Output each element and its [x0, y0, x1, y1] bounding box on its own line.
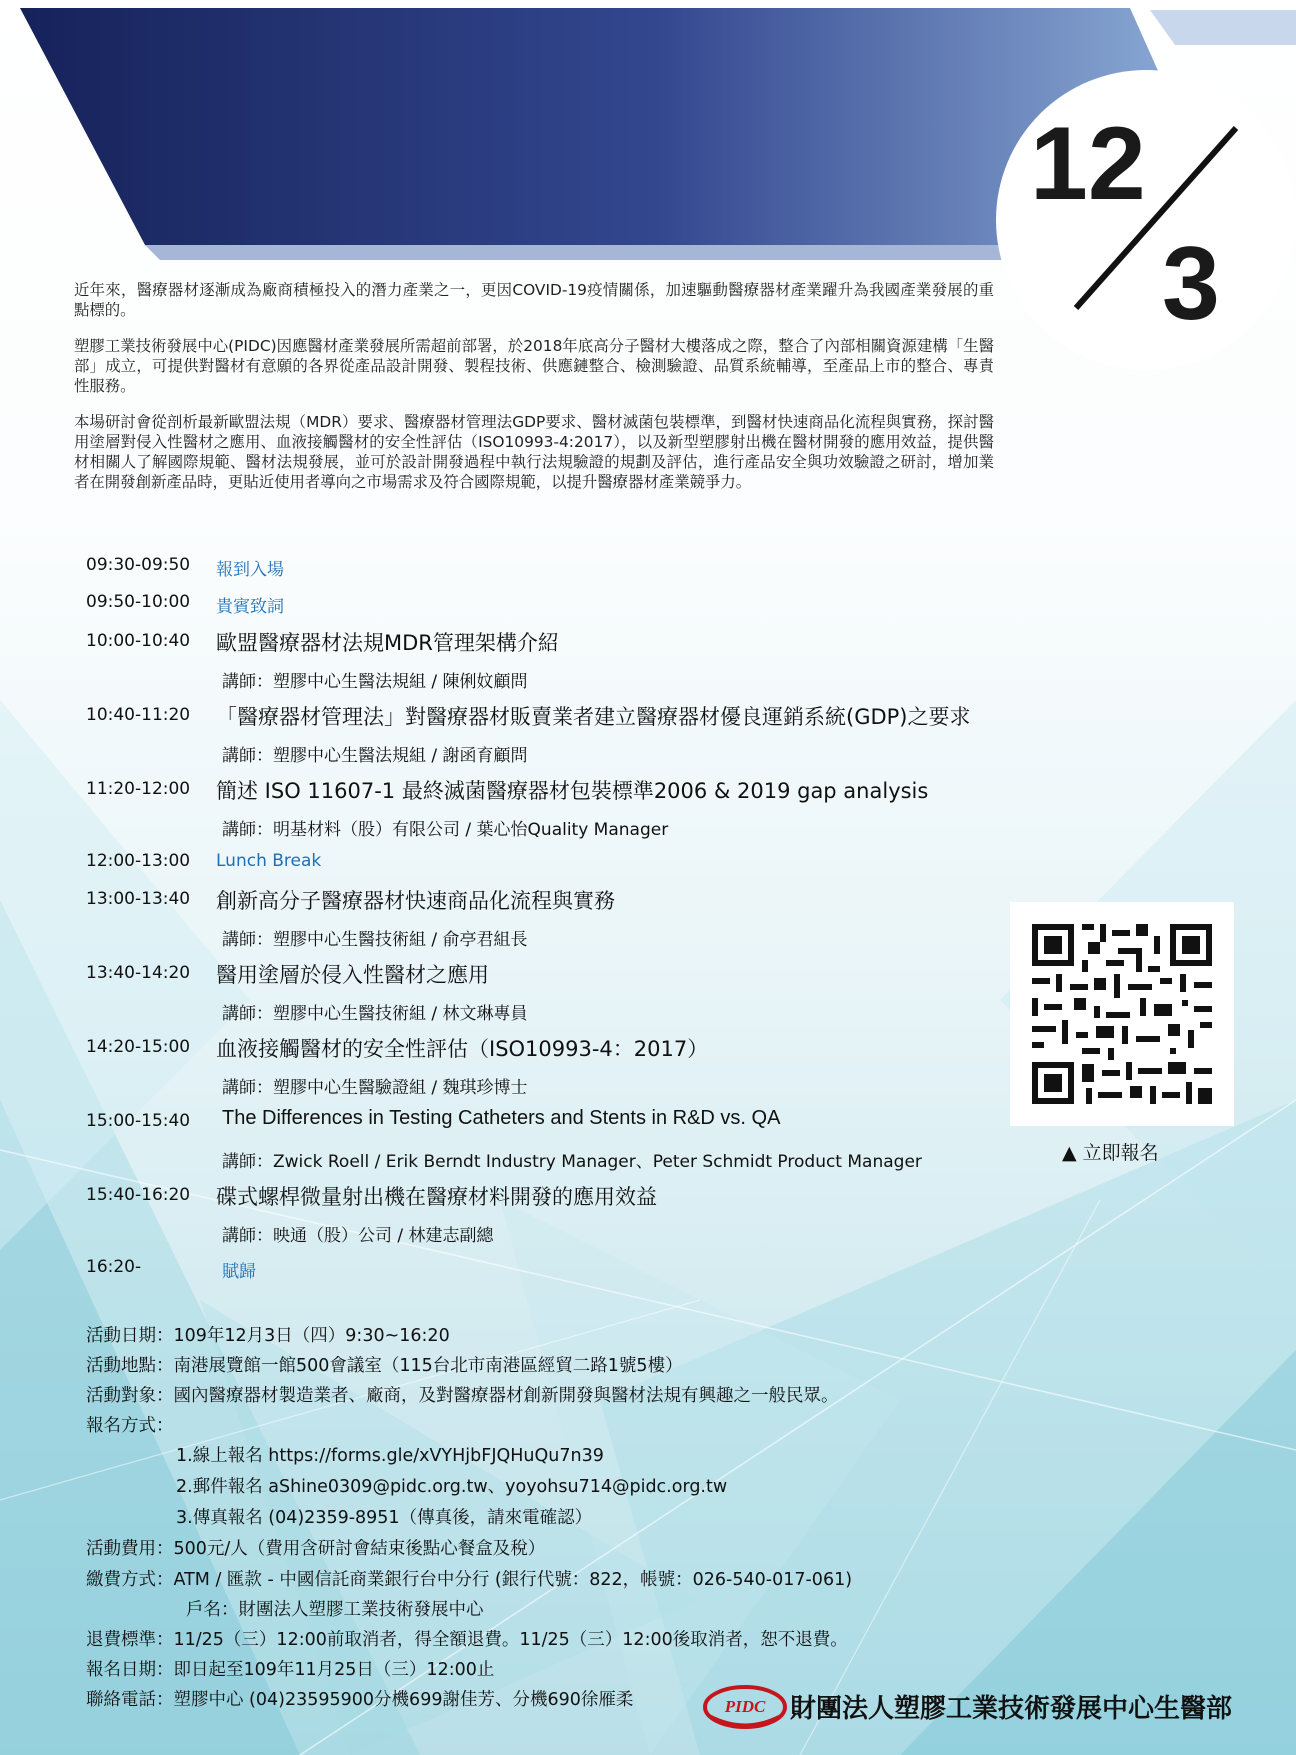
- agenda-speaker: 講師：映通（股）公司 / 林建志副總: [222, 1226, 494, 1246]
- info-audience: 活動對象：國內醫療器材製造業者、廠商，及對醫療器材創新開發與醫材法規有興趣之一般民眾。: [86, 1386, 839, 1406]
- agenda-title: 血液接觸醫材的安全性評估（ISO10993-4：2017）: [216, 1037, 709, 1061]
- agenda-title: 報到入場: [216, 560, 284, 580]
- agenda-time: 13:00-13:40: [86, 889, 191, 909]
- pidc-logo-text: PIDC: [724, 1697, 766, 1716]
- info-payment: 繳費方式：ATM / 匯款 - 中國信託商業銀行台中分行 (銀行代號：822，帳號：026-540-017-061): [86, 1570, 853, 1590]
- intro-paragraph: 本場研討會從剖析最新歐盟法規（MDR）要求、醫療器材管理法GDP要求、醫材滅菌包裝標準，到醫材快速商品化流程與實務，探討醫用塗層對侵入性醫材之應用、血液接觸醫材的安全性評估（ISO10993-4:2017），以及新型塑膠射出機在醫材開發的應用效益，提供醫材相關人了解國際規範、醫材法規發展，並可於設計開發過程中執行法規驗證的規劃及評估，進行產品安全與功效驗證之研討，增加業者在開發創新產品時，更貼近使用者導向之市場需求及符合國際規範，以提升醫療器材產業競爭力。: [74, 413, 994, 491]
- date-day: 3: [1162, 226, 1220, 342]
- info-deadline: 報名日期：即日起至109年11月25日（三）12:00止: [86, 1660, 495, 1680]
- agenda-speaker: 講師：Zwick Roell / Erik Berndt Industry Manager、Peter Schmidt Product Manager: [222, 1152, 922, 1172]
- agenda-title: The Differences in Testing Catheters and Stents in R&D vs. QA: [222, 1107, 781, 1129]
- agenda-time: 09:30-09:50: [86, 555, 191, 575]
- agenda-speaker: 講師：塑膠中心生醫技術組 / 林文琳專員: [222, 1004, 528, 1024]
- info-refund: 退費標準：11/25（三）12:00前取消者，得全額退費。11/25（三）12:00後取消者，恕不退費。: [86, 1630, 848, 1650]
- agenda-title: 碟式螺桿微量射出機在醫療材料開發的應用效益: [216, 1185, 657, 1209]
- agenda-time: 13:40-14:20: [86, 963, 191, 983]
- agenda-title: 醫用塗層於侵入性醫材之應用: [216, 963, 489, 987]
- agenda-speaker: 講師：塑膠中心生醫技術組 / 俞亭君組長: [222, 930, 528, 950]
- agenda-title: 創新高分子醫療器材快速商品化流程與實務: [216, 889, 615, 913]
- agenda-speaker: 講師：明基材料（股）有限公司 / 葉心怡Quality Manager: [222, 820, 669, 840]
- agenda-speaker: 講師：塑膠中心生醫法規組 / 陳俐妏顧問: [222, 672, 528, 692]
- agenda-speaker: 講師：塑膠中心生醫法規組 / 謝函育顧問: [222, 746, 528, 766]
- info-signup-label: 報名方式：: [86, 1416, 174, 1436]
- info-contact: 聯絡電話：塑膠中心 (04)23595900分機699謝佳芳、分機690徐雁柔: [86, 1690, 634, 1710]
- agenda-title: 「醫療器材管理法」對醫療器材販賣業者建立醫療器材優良運銷系統(GDP)之要求: [216, 705, 971, 729]
- info-venue: 活動地點：南港展覽館一館500會議室（115台北市南港區經貿二路1號5樓）: [86, 1356, 683, 1376]
- qr-code-icon: [1010, 902, 1234, 1126]
- registration-qr-code[interactable]: [1010, 902, 1234, 1126]
- agenda-time: 12:00-13:00: [86, 851, 191, 871]
- pidc-logo: [700, 1682, 800, 1732]
- signup-online-link[interactable]: 1.線上報名 https://forms.gle/xVYHjbFJQHuQu7n39: [176, 1446, 604, 1466]
- agenda-time: 10:00-10:40: [86, 631, 191, 651]
- agenda-title: 簡述 ISO 11607-1 最終滅菌醫療器材包裝標準2006 & 2019 gap analysis: [216, 779, 929, 803]
- intro-paragraph: 近年來，醫療器材逐漸成為廠商積極投入的潛力產業之一，更因COVID-19疫情關係，加速驅動醫療器材產業躍升為我國產業發展的重點標的。: [74, 281, 994, 319]
- signup-email[interactable]: 2.郵件報名 aShine0309@pidc.org.tw、yoyohsu714@pidc.org.tw: [176, 1477, 728, 1497]
- agenda-time: 14:20-15:00: [86, 1037, 191, 1057]
- agenda-time: 15:40-16:20: [86, 1185, 191, 1205]
- register-now-label: ▲ 立即報名: [1062, 1142, 1159, 1164]
- signup-fax: 3.傳真報名 (04)2359-8951（傳真後，請來電確認）: [176, 1508, 593, 1528]
- agenda-time: 09:50-10:00: [86, 592, 191, 612]
- agenda-speaker: 講師：塑膠中心生醫驗證組 / 魏琪珍博士: [222, 1078, 528, 1098]
- agenda-time: 11:20-12:00: [86, 779, 191, 799]
- organization-name: 財團法人塑膠工業技術發展中心生醫部: [790, 1694, 1233, 1724]
- intro-text: [74, 280, 994, 508]
- agenda-time: 15:00-15:40: [86, 1111, 191, 1131]
- intro-paragraph: 塑膠工業技術發展中心(PIDC)因應醫材產業發展所需超前部署，於2018年底高分子醫材大樓落成之際，整合了內部相關資源建構「生醫部」成立，可提供對醫材有意願的各界從產品設計開發、製程技術、供應鏈整合、檢測驗證、品質系統輔導，至產品上市的整合、專責性服務。: [74, 337, 994, 395]
- agenda-title: 歐盟醫療器材法規MDR管理架構介紹: [216, 631, 559, 655]
- info-account-name: 戶名：財團法人塑膠工業技術發展中心: [186, 1600, 484, 1620]
- agenda-time: 10:40-11:20: [86, 705, 191, 725]
- agenda-title: 貴賓致詞: [216, 597, 284, 617]
- agenda-title: 賦歸: [222, 1262, 256, 1282]
- agenda-title: Lunch Break: [216, 851, 322, 871]
- info-date: 活動日期：109年12月3日（四）9:30~16:20: [86, 1326, 450, 1346]
- info-fee: 活動費用：500元/人（費用含研討會結束後點心餐盒及稅）: [86, 1539, 546, 1559]
- agenda-time: 16:20-: [86, 1257, 142, 1277]
- date-month: 12: [1030, 106, 1146, 222]
